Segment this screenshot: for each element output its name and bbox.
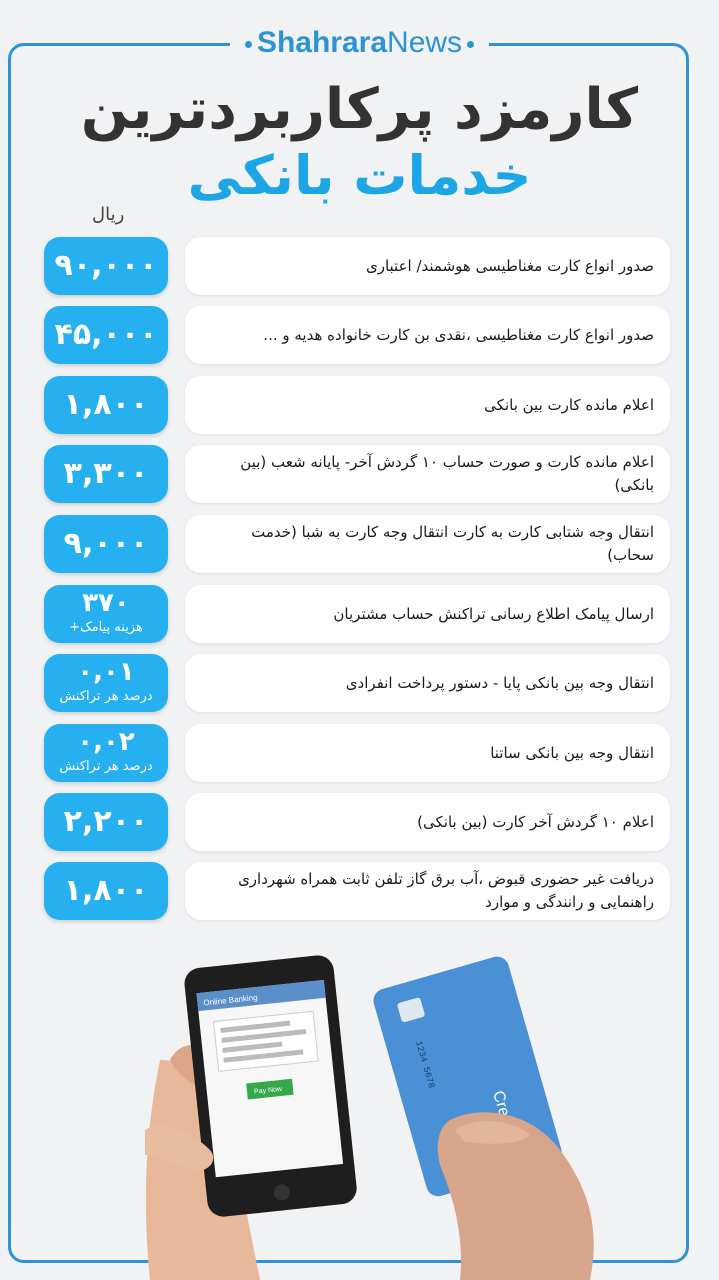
fee-row [44,724,670,782]
fee-amount-badge [44,793,168,851]
fee-row [44,306,670,364]
service-description-text: صدور انواع کارت مغناطیسی ،نقدی بن کارت خانواده هدیه و ... [263,325,654,344]
fee-amount-badge [44,862,168,920]
service-description [185,237,670,295]
service-description-text: اعلام مانده کارت بین بانکی [484,395,654,414]
service-description-text: ارسال پیامک اطلاع رسانی تراکنش حساب مشتریان [333,604,654,623]
fee-amount-badge [44,585,168,643]
brand-logo: ShahraraNews [0,24,719,62]
fee-amount: ۲,۲۰۰ [63,804,149,839]
fee-row [44,862,670,920]
fee-amount-badge [44,515,168,573]
service-description [185,445,670,503]
fee-row [44,585,670,643]
service-description-text: انتقال وجه شتابی کارت به کارت انتقال وجه کارت به شبا (خدمت سحاب) [251,523,654,564]
fee-row [44,793,670,851]
fee-amount-badge [44,445,168,503]
page-subtitle: خدمات بانکی [187,144,532,207]
pay-now-button: Pay Now [253,1085,283,1096]
service-description [185,585,670,643]
phone-header-text: Online Banking [203,992,258,1008]
unit-label: ریال [92,204,125,225]
service-description-text: اعلام مانده کارت و صورت حساب ۱۰ گردش آخر- پایانه شعب (بین بانکی) [240,453,654,494]
dot-icon [467,41,474,48]
service-description-text: انتقال وجه بین بانکی ساتنا [490,743,654,762]
fee-amount: ۴۵,۰۰۰ [54,317,158,352]
fee-amount: ۹,۰۰۰ [63,526,149,561]
page-title: کارمزد پرکاربردترین [80,77,639,142]
card-number: 1234 5678 [413,1039,437,1090]
service-description [185,862,670,920]
fee-row [44,237,670,295]
fee-row [44,654,670,712]
fee-amount: ۱,۸۰۰ [63,873,149,908]
fee-row [44,376,670,434]
fee-amount: ۰,۰۱ [77,657,135,687]
service-description [185,793,670,851]
fee-row [44,445,670,503]
fee-amount-badge [44,724,168,782]
phone-and-card-illustration [120,930,640,1280]
fee-amount: ۱,۸۰۰ [63,387,149,422]
fee-amount-badge [44,654,168,712]
fee-amount: ۳۷۰ [82,588,130,618]
service-description [185,654,670,712]
fee-amount: ۰,۰۲ [77,727,135,757]
service-description-text: انتقال وجه بین بانکی پایا - دستور پرداخت انفرادی [345,673,654,692]
fee-amount: ۳,۳۰۰ [63,456,149,491]
service-description-text: اعلام ۱۰ گردش آخر کارت (بین بانکی) [417,812,654,831]
service-description-text: صدور انواع کارت مغناطیسی هوشمند/ اعتباری [365,256,654,275]
service-description [185,724,670,782]
fee-amount-badge [44,237,168,295]
service-description [185,376,670,434]
fee-amount-badge [44,376,168,434]
fee-amount: ۹۰,۰۰۰ [54,248,158,283]
fee-row [44,515,670,573]
service-description [185,306,670,364]
fee-amount-badge [44,306,168,364]
dot-icon [245,41,252,48]
service-description-text: دریافت غیر حضوری قبوض ،آب برق گاز تلفن ثابت همراه شهرداری راهنمایی و رانندگی و موارد [238,870,654,911]
fee-note: درصد هر تراکنش [59,689,153,704]
fee-note: +هزینه پیامک [69,620,143,635]
service-description [185,515,670,573]
fee-note: درصد هر تراکنش [59,759,153,774]
